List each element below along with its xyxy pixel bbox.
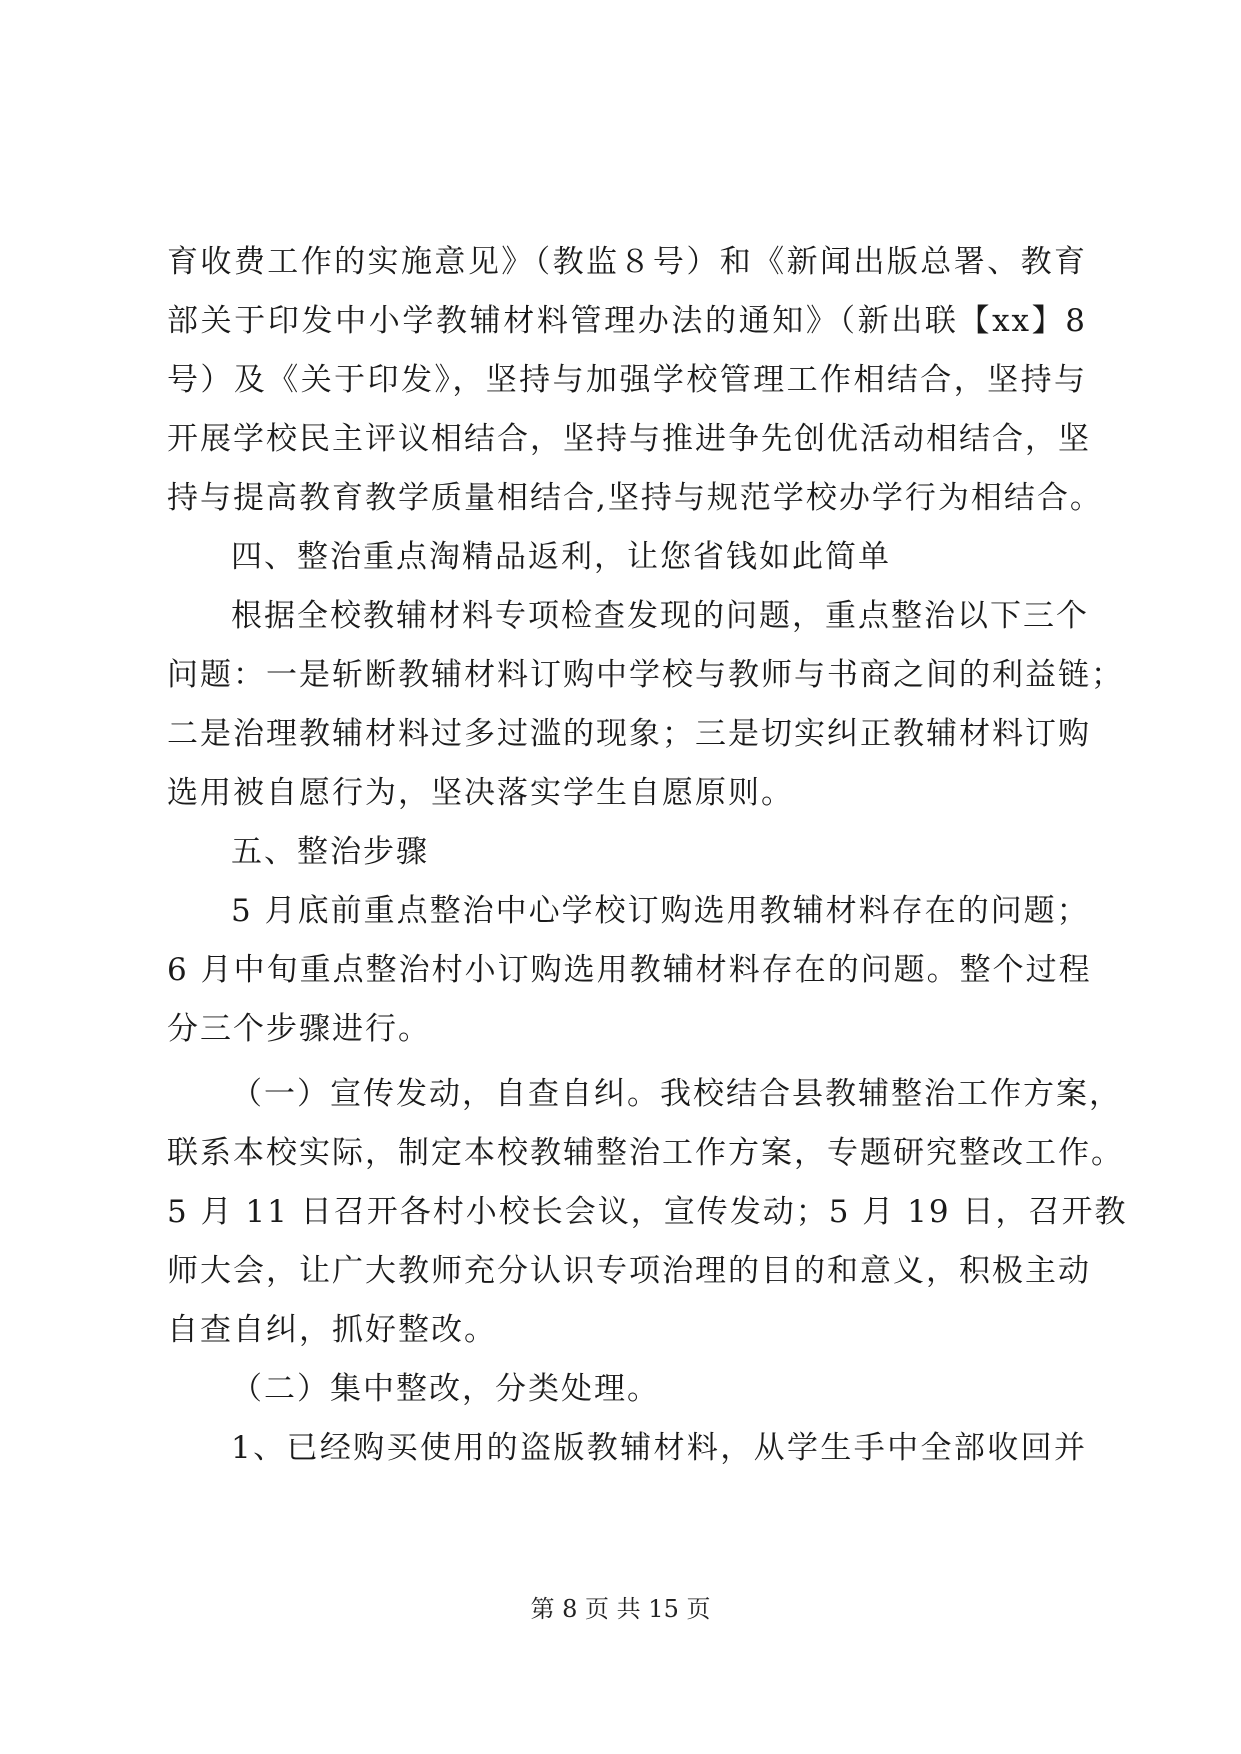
text-line: 6 月中旬重点整治村小订购选用教辅材料存在的问题。整个过程: [167, 952, 1092, 988]
document-body: [167, 233, 1128, 1478]
text-line: 师大会，让广大教师充分认识专项治理的目的和意义，积极主动: [167, 1253, 1091, 1289]
text-line: 5 月 11 日召开各村小校长会议，宣传发动；5 月 19 日，召开教: [167, 1194, 1128, 1230]
text-line: 1、已经购买使用的盗版教辅材料，从学生手中全部收回并: [231, 1430, 1087, 1466]
text-line: 选用被自愿行为，坚决落实学生自愿原则。: [167, 775, 794, 811]
text-line: 自查自纠，抓好整改。: [167, 1312, 497, 1348]
text-line: 部关于印发中小学教辅材料管理办法的通知》（新出联【xx】8: [167, 303, 1087, 339]
section-heading: 四、整治重点淘精品返利，让您省钱如此简单: [231, 539, 891, 575]
subsection-heading: （二）集中整改，分类处理。: [231, 1371, 660, 1407]
text-line: 持与提高教育教学质量相结合,坚持与规范学校办学行为相结合。: [167, 480, 1103, 516]
text-line: 二是治理教辅材料过多过滥的现象；三是切实纠正教辅材料订购: [167, 716, 1091, 752]
text-line: 分三个步骤进行。: [167, 1011, 431, 1047]
page-footer: 第 8 页 共 15 页: [530, 1595, 711, 1623]
text-line: 号）及《关于印发》，坚持与加强学校管理工作相结合，坚持与: [167, 362, 1087, 398]
text-line: 问题：一是斩断教辅材料订购中学校与教师与书商之间的利益链；: [167, 657, 1124, 693]
subsection-line: （一）宣传发动，自查自纠。我校结合县教辅整治工作方案，: [231, 1076, 1122, 1112]
section-heading: 五、整治步骤: [231, 834, 429, 870]
text-line: 育收费工作的实施意见》（教监８号）和《新闻出版总署、教育: [167, 244, 1087, 280]
text-line: 开展学校民主评议相结合，坚持与推进争先创优活动相结合，坚: [167, 421, 1091, 457]
text-line: 联系本校实际，制定本校教辅整治工作方案，专题研究整改工作。: [167, 1135, 1124, 1171]
text-line: 根据全校教辅材料专项检查发现的问题，重点整治以下三个: [231, 598, 1089, 634]
text-line: 5 月底前重点整治中心学校订购选用教辅材料存在的问题；: [231, 893, 1090, 929]
